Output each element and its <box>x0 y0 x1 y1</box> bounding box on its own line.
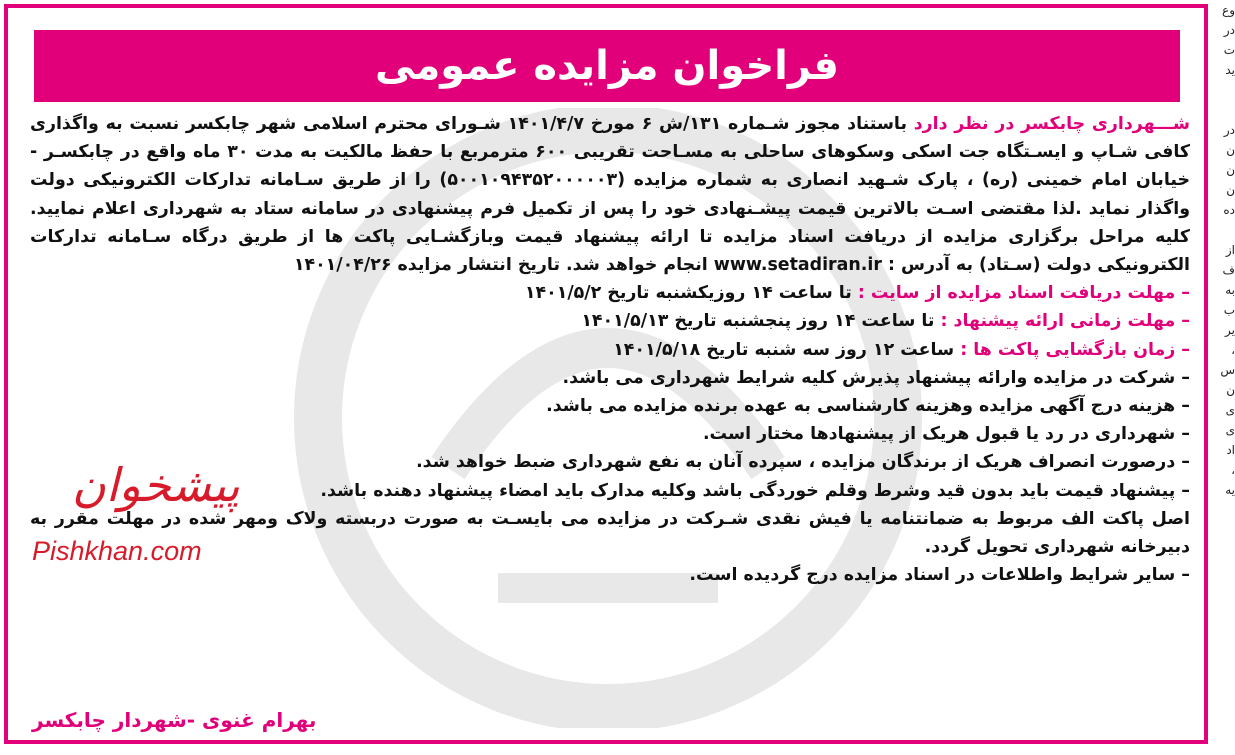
side-fragment: س <box>1220 363 1235 377</box>
side-fragment: ید <box>1225 63 1235 77</box>
intro-lead: شـــهرداری چابکسر در نظر دارد <box>913 114 1191 134</box>
side-fragment: ب <box>1223 303 1235 317</box>
side-fragment <box>1212 80 1235 100</box>
intro-paragraph <box>30 110 1190 279</box>
side-fragment: ت <box>1223 43 1235 57</box>
deadline-value: تا ساعت ۱۴ روزیکشنبه تاریخ ۱۴۰۱/۵/۲ <box>524 283 858 304</box>
pishkhan-logo <box>26 458 240 588</box>
deadline-label: – زمان بازگشایی پاکت ها : <box>960 339 1190 360</box>
deadline-value: تا ساعت ۱۴ روز پنجشنبه تاریخ ۱۴۰۱/۵/۱۳ <box>581 311 941 332</box>
side-fragment <box>1212 220 1235 240</box>
condition-item: – پیشنهاد قیمت باید بدون قید وشرط وقلم خوردگی باشد وکلیه مدارک باید امضاء پیشنهاد دهنده باشد. <box>320 480 1190 501</box>
side-fragment: به <box>1225 283 1235 297</box>
logo-text-fa: پیشخوان <box>72 458 240 512</box>
side-fragment: ، <box>1231 463 1235 477</box>
condition-item: – سایر شرایط واطلاعات در اسناد مزایده درج گردیده است. <box>689 565 1190 586</box>
side-fragment: یه <box>1225 483 1235 497</box>
side-fragment: ی <box>1225 423 1235 437</box>
side-fragment: اد <box>1226 443 1235 457</box>
deadline-label: – مهلت زمانی ارائه پیشنهاد : <box>940 311 1190 332</box>
side-fragment: ده <box>1223 203 1235 217</box>
notice-frame <box>4 4 1208 744</box>
side-fragment: از <box>1225 243 1235 257</box>
page-title: فراخوان مزایده عمومی <box>375 43 839 89</box>
deadline-item <box>30 307 1190 335</box>
side-fragment: ن <box>1226 163 1235 177</box>
side-fragment: در <box>1223 123 1235 137</box>
side-fragment: ، <box>1231 343 1235 357</box>
intro-text: باستناد مجوز شـماره ۱۳۱/ش ۶ مورخ ۱۴۰۱/۴/۷ شـورای محترم اسلامی شهر چابکسر نسبت به واگذاری کافی شـاپ و ایسـتگاه جت اسکی وسکوهای ساحلی به مسـاحت تقریبی ۶۰۰ مترمربع با حفظ مالکیت به مدت ۳۰ ماه واقع در چابکسـر - خیابان امام خمینی (ره) ، پارک شـهید انصاری به شماره مزایده (۵۰۰۱۰۹۴۳۵۲۰۰۰۰۰۳) را از طریق سـامانه تدارکات الکترونیکی دولت واگذار نماید .لذا مقتضی اسـت بالاترین قیمت پیشـنهادی خود را پس از تکمیل فرم پیشنهادی در سامانه ستاد به شهرداری اعلام نمایید. کلیه مراحل برگزاری مزایده از دریافت اسناد مزایده تا ارائه پیشنهاد قیمت وبازگشـایی پاکت ها از طریق درگاه سـامانه تدارکات الکترونیکی دولت (سـتاد) به آدرس : www.setadiran.ir انجام خواهد شد. تاریخ انتشار مزایده ۱۴۰۱/۰۴/۲۶ <box>30 114 1190 276</box>
side-fragment: ف <box>1222 263 1235 277</box>
condition-item: – شرکت در مزایده وارائه پیشنهاد پذیرش کلیه شرایط شهرداری می باشد. <box>562 367 1190 388</box>
condition-item: – درصورت انصراف هریک از برندگان مزایده ، سپرده آنان به نفع شهرداری ضبط خواهد شد. <box>416 452 1190 473</box>
signature: بهرام غنوی -شهردار چابکسر <box>32 708 317 732</box>
adjacent-column-fragment <box>1212 0 1235 755</box>
deadline-label: – مهلت دریافت اسناد مزایده از سایت : <box>857 283 1190 304</box>
side-fragment: در <box>1223 23 1235 37</box>
side-fragment: یر <box>1225 323 1235 337</box>
side-fragment: ن <box>1226 383 1235 397</box>
side-fragment <box>1212 100 1235 120</box>
side-fragment: ن <box>1226 143 1235 157</box>
side-fragment: ن <box>1226 183 1235 197</box>
side-fragment: ی <box>1225 403 1235 417</box>
condition-item: – شهرداری در رد یا قبول هریک از پیشنهادها مختار است. <box>702 424 1190 445</box>
deadline-item <box>30 279 1190 307</box>
side-fragment: وع <box>1222 3 1235 17</box>
title-banner <box>34 30 1180 102</box>
condition-item: اصل پاکت الف مربوط به ضمانتنامه یا فیش نقدی شـرکت در مزایده می بایسـت به صورت دربسته ولاک ومهر شده در مهلت مقرر به دبیرخانه شهرداری تحویل گردد. <box>30 508 1190 558</box>
deadline-value: ساعت ۱۲ روز سه شنبه تاریخ ۱۴۰۱/۵/۱۸ <box>613 339 961 360</box>
condition-item: – هزینه درج آگهی مزایده وهزینه کارشناسی به عهده برنده مزایده می باشد. <box>546 396 1190 417</box>
logo-text-en: Pishkhan.com <box>32 536 202 566</box>
deadline-item <box>30 336 1190 364</box>
